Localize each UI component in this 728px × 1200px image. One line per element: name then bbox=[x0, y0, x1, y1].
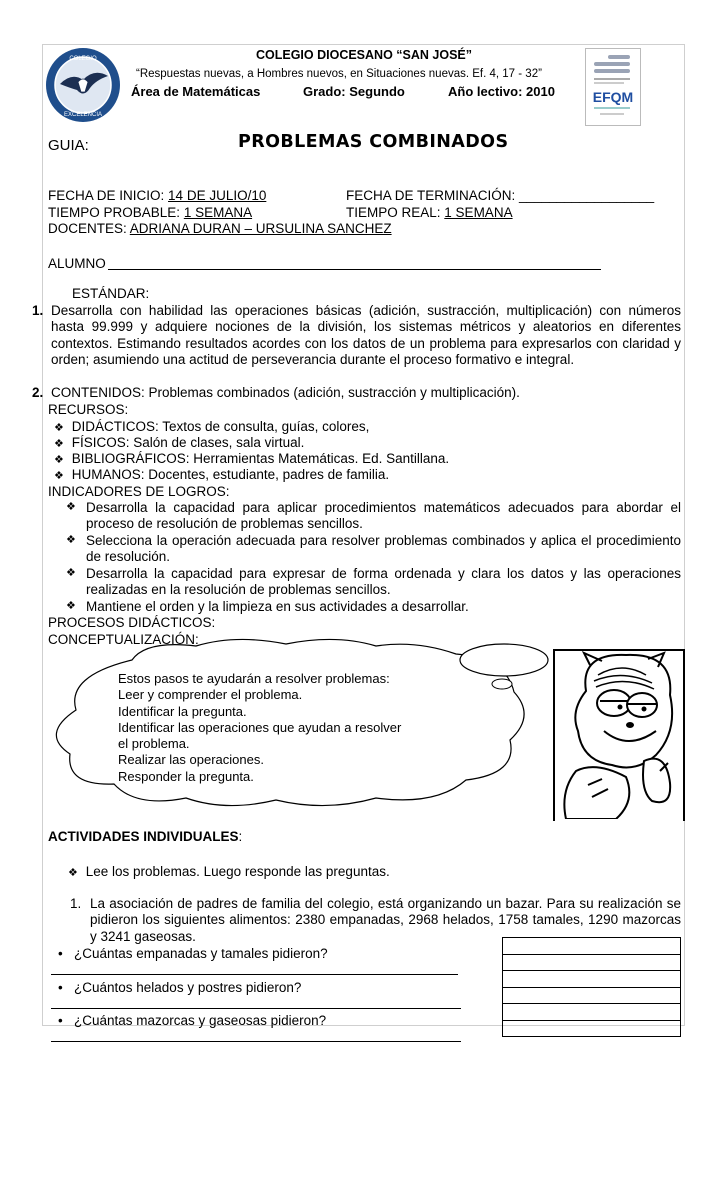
standard-number-1: 1. bbox=[32, 303, 44, 318]
processes-label: PROCESOS DIDÁCTICOS: bbox=[48, 615, 216, 630]
school-name: COLEGIO DIOCESANO “SAN JOSÉ” bbox=[255, 48, 472, 62]
guide-label: GUIA: bbox=[48, 137, 89, 154]
guide-title: PROBLEMAS COMBINADOS bbox=[238, 132, 509, 152]
diamond-bullet-icon: ❖ bbox=[68, 867, 78, 879]
indicators-label: INDICADORES DE LOGROS: bbox=[48, 484, 230, 499]
diamond-bullet-icon: ❖ bbox=[54, 438, 64, 450]
answer-cell[interactable] bbox=[503, 1004, 681, 1021]
standard-number-2: 2. bbox=[32, 385, 44, 400]
grade-label: Grado: Segundo bbox=[303, 84, 405, 99]
svg-text:EXCELENCIA: EXCELENCIA bbox=[63, 112, 103, 118]
resources-label: RECURSOS: bbox=[48, 402, 129, 417]
answer-cell[interactable] bbox=[503, 938, 681, 955]
diamond-bullet-icon: ❖ bbox=[54, 422, 64, 434]
conceptualization-label: CONCEPTUALIZACIÓN: bbox=[48, 632, 199, 647]
standard-label: ESTÁNDAR: bbox=[72, 286, 150, 301]
teachers: DOCENTES: ADRIANA DURAN – URSULINA SANCHEZ bbox=[48, 221, 392, 236]
question-item: • ¿Cuántas mazorcas y gaseosas pidieron? bbox=[58, 1013, 327, 1028]
answer-cell[interactable] bbox=[503, 1020, 681, 1037]
answer-cell[interactable] bbox=[503, 971, 681, 988]
problem-number: 1. bbox=[70, 896, 82, 911]
answer-cell[interactable] bbox=[503, 987, 681, 1004]
problem-text: La asociación de padres de familia del colegio, está organizando un bazar. Para su realización se pidieron los siguientes alimentos: 2380 empanadas, 2968 helados, 1758 tamales, 1290 mazorcas y 3241 gaseosas. bbox=[90, 896, 681, 944]
resource-item: ❖ HUMANOS: Docentes, estudiante, padres de familia. bbox=[54, 467, 390, 482]
cloud-text: Estos pasos te ayudarán a resolver problemas: Leer y comprender el problema. Identificar la pregunta. Identificar las operaciones que ayudan a resolver el problema. Realizar las operaciones. Responder la pregunta. bbox=[118, 671, 402, 784]
contents-text: CONTENIDOS: Problemas combinados (adición, sustracción y multiplicación). bbox=[51, 385, 520, 400]
resource-item: ❖ DIDÁCTICOS: Textos de consulta, guías, colores, bbox=[54, 419, 370, 434]
real-time: TIEMPO REAL: 1 SEMANA bbox=[346, 205, 513, 220]
question-item: • ¿Cuántos helados y postres pidieron? bbox=[58, 980, 302, 995]
start-date: FECHA DE INICIO: 14 DE JULIO/10 bbox=[48, 188, 267, 203]
standard-text: Desarrolla con habilidad las operaciones básicas (adición, sustracción, multiplicación) con números hasta 99.999 y adquiere nociones de la división, los sistemas métricos y aleatorios en diferentes contextos. Estimando resultados acordes con los datos de un problema para expresarlos con claridad y orden; asumiendo una actitud de perseverancia durante el proceso formativo e integral. bbox=[51, 303, 681, 367]
bullet-icon: • bbox=[58, 946, 63, 961]
year-label: Año lectivo: 2010 bbox=[448, 84, 555, 99]
school-motto: “Respuestas nuevas, a Hombres nuevos, en Situaciones nuevas. Ef. 4, 17 - 32” bbox=[136, 68, 542, 80]
diamond-bullet-icon: ❖ bbox=[54, 454, 64, 466]
student-name-line[interactable] bbox=[108, 269, 601, 270]
answer-line[interactable] bbox=[51, 974, 458, 975]
diamond-bullet-icon: ❖ bbox=[66, 501, 76, 513]
answer-line[interactable] bbox=[51, 1041, 461, 1042]
indicator-item: Desarrolla la capacidad para expresar de forma ordenada y clara los datos y las operaciones realizadas en la resolución de problemas sencillos. bbox=[86, 566, 681, 598]
student-label: ALUMNO bbox=[48, 256, 106, 271]
bullet-icon: • bbox=[58, 980, 63, 995]
diamond-bullet-icon: ❖ bbox=[66, 534, 76, 546]
indicator-item: Mantiene el orden y la limpieza en sus actividades a desarrollar. bbox=[86, 599, 469, 614]
answer-cell[interactable] bbox=[503, 954, 681, 971]
activities-title: ACTIVIDADES INDIVIDUALES: bbox=[48, 829, 243, 844]
answer-grid[interactable] bbox=[502, 937, 681, 1037]
diamond-bullet-icon: ❖ bbox=[54, 470, 64, 482]
resource-item: ❖ BIBLIOGRÁFICOS: Herramientas Matemáticas. Ed. Santillana. bbox=[54, 451, 450, 466]
diamond-bullet-icon: ❖ bbox=[66, 567, 76, 579]
garfield-cartoon bbox=[556, 651, 682, 819]
end-date: FECHA DE TERMINACIÓN: __________________ bbox=[346, 188, 655, 203]
answer-line[interactable] bbox=[51, 1008, 461, 1009]
resource-item: ❖ FÍSICOS: Salón de clases, sala virtual. bbox=[54, 435, 305, 450]
svg-text:COLEGIO: COLEGIO bbox=[69, 56, 97, 62]
efqm-logo: EFQM bbox=[585, 48, 641, 126]
question-item: • ¿Cuántas empanadas y tamales pidieron? bbox=[58, 946, 328, 961]
probable-time: TIEMPO PROBABLE: 1 SEMANA bbox=[48, 205, 253, 220]
indicator-item: Desarrolla la capacidad para aplicar procedimientos matemáticos adecuados para abordar el proceso de resolución de problemas sencillos. bbox=[86, 500, 681, 532]
activities-instruction: ❖ Lee los problemas. Luego responde las preguntas. bbox=[68, 864, 390, 879]
area-label: Área de Matemáticas bbox=[131, 84, 261, 99]
diamond-bullet-icon: ❖ bbox=[66, 600, 76, 612]
bullet-icon: • bbox=[58, 1013, 63, 1028]
indicator-item: Selecciona la operación adecuada para resolver problemas combinados y aplica el procedimiento de resolución. bbox=[86, 533, 681, 565]
